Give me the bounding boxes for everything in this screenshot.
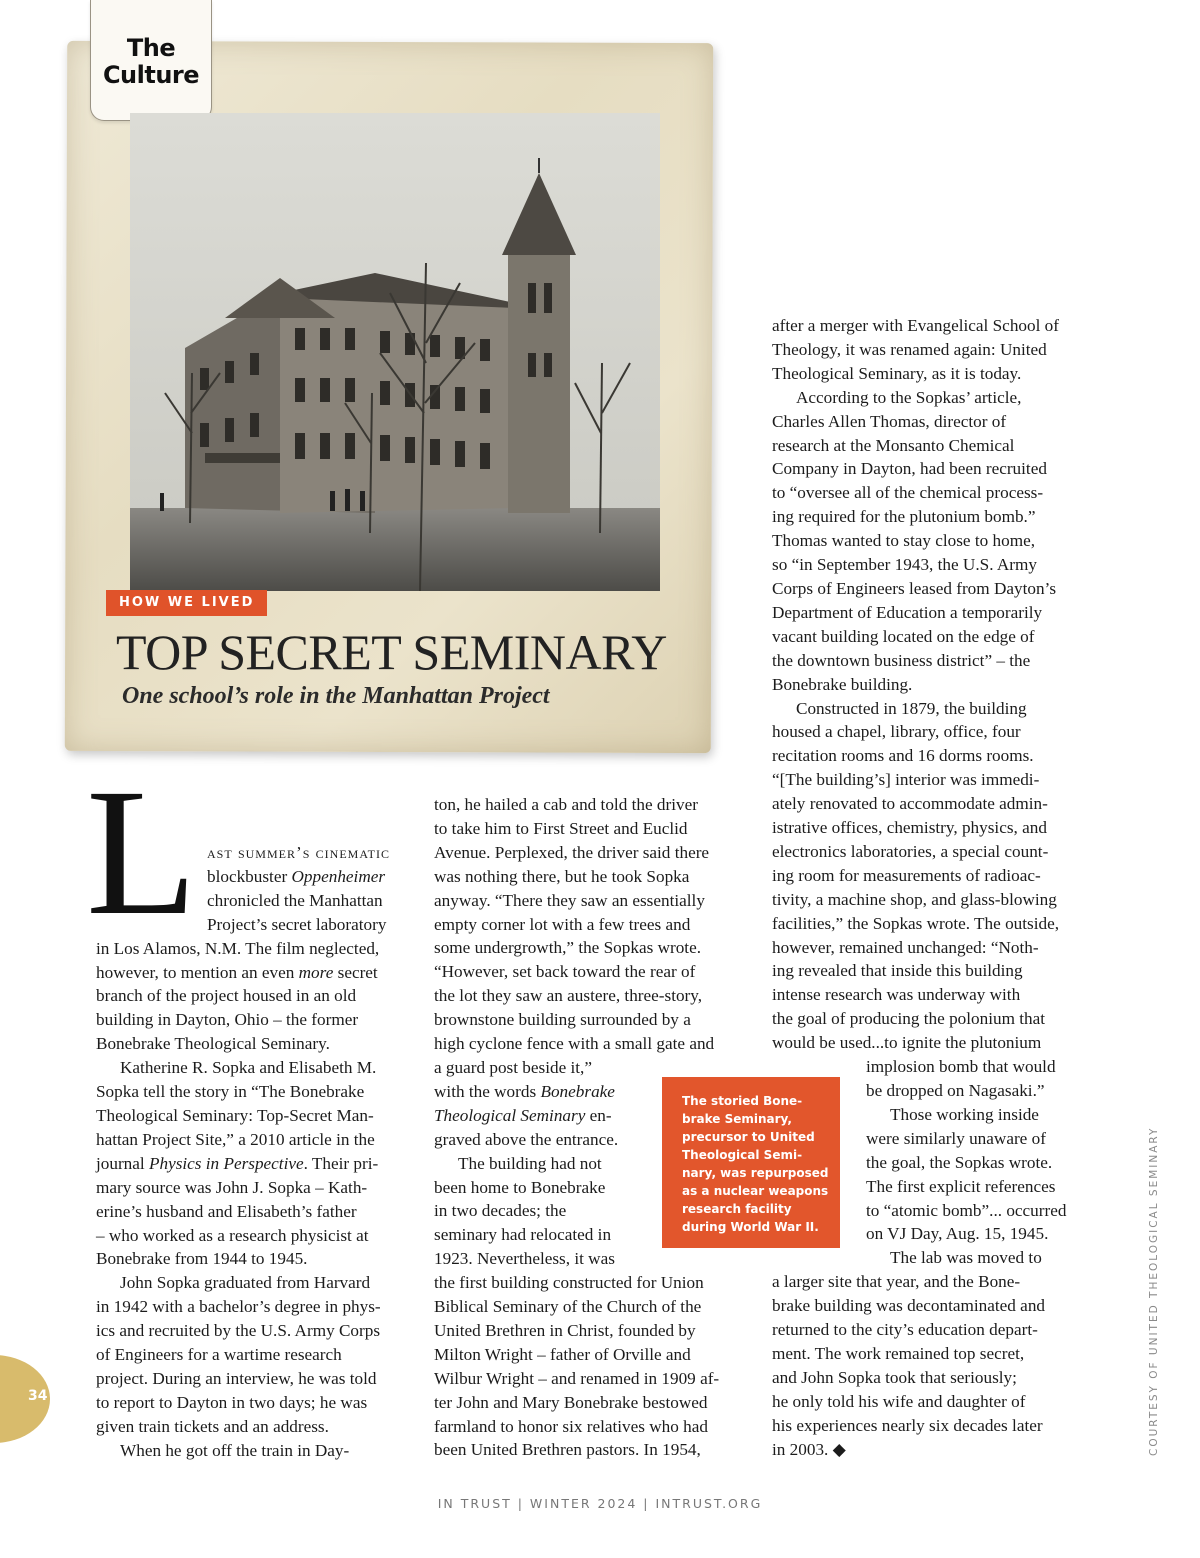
- text-line: some undergrowth,” the Sopkas wrote.: [434, 938, 701, 958]
- text-line: returned to the city’s education depart-: [772, 1320, 1038, 1340]
- text-line: Company in Dayton, had been recruited: [772, 459, 1047, 479]
- text-line: ter John and Mary Bonebrake bestowed: [434, 1392, 708, 1412]
- page-number: 34: [28, 1388, 48, 1404]
- text-line: been United Brethren pastors. In 1954,: [434, 1440, 701, 1460]
- text-line: Bonebrake from 1944 to 1945.: [96, 1249, 308, 1269]
- text-line: Biblical Seminary of the Church of the: [434, 1297, 702, 1317]
- text-line: were similarly unaware of: [866, 1128, 1046, 1148]
- drop-cap: L: [86, 752, 198, 953]
- text-line: ton, he hailed a cab and told the driver: [434, 795, 698, 814]
- caption-line: research facility: [682, 1202, 792, 1216]
- text-line: on VJ Day, Aug. 15, 1945.: [866, 1224, 1049, 1244]
- text-line: mary source was John J. Sopka – Kath-: [96, 1177, 368, 1197]
- text-line: chronicled the Manhattan: [207, 890, 383, 910]
- text-line: The first explicit references: [866, 1176, 1056, 1196]
- kicker-label: HOW WE LIVED: [106, 590, 267, 616]
- text-line: the lot they saw an austere, three-story,: [434, 986, 703, 1006]
- paragraph-8: [772, 386, 1094, 697]
- text-line: of Engineers for a wartime research: [96, 1345, 342, 1365]
- text-line: brake building was decontaminated and: [772, 1296, 1046, 1316]
- text-line: high cyclone fence with a small gate and: [434, 1034, 715, 1054]
- text-line: Bonebrake Theological Seminary.: [96, 1034, 330, 1054]
- text-line: “[The building’s] interior was immedi-: [772, 770, 1040, 790]
- text-line: Bonebrake building.: [772, 674, 913, 694]
- text-line: and John Sopka took that seriously;: [772, 1367, 1017, 1387]
- article-headline: TOP SECRET SEMINARY: [116, 624, 667, 680]
- text-line: Corps of Engineers leased from Dayton’s: [772, 578, 1057, 598]
- section-tab-line1: The: [126, 34, 176, 62]
- text-line: – who worked as a research physicist at: [96, 1225, 369, 1245]
- text-line: Project’s secret laboratory: [207, 914, 387, 934]
- text-line: John Sopka graduated from Harvard: [120, 1273, 371, 1293]
- text-line: Theology, it was renamed again: United: [772, 339, 1047, 359]
- text-line: in Los Alamos, N.M. The film neglected,: [96, 938, 380, 958]
- caption-line: precursor to United: [682, 1130, 815, 1144]
- text-line: however, to mention an even more secret: [96, 962, 378, 982]
- text-line: Department of Education a temporarily: [772, 602, 1043, 622]
- text-line: electronics laboratories, a special count-: [772, 841, 1049, 861]
- text-line: Sopka tell the story in “The Bonebrake: [96, 1082, 365, 1102]
- text-line: to take him to First Street and Euclid: [434, 818, 688, 838]
- paragraph-4: [96, 1439, 414, 1463]
- text-line: tivity, a machine shop, and glass-blowing: [772, 889, 1057, 909]
- text-line: Theological Seminary, as it is today.: [772, 363, 1022, 383]
- text-line: recitation rooms and 16 dorms rooms.: [772, 746, 1034, 766]
- photo-caption: [662, 1077, 840, 1248]
- text-line: journal Physics in Perspective. Their pri-: [96, 1153, 379, 1173]
- text-line: would be used...to ignite the plutonium: [772, 1033, 1042, 1053]
- text-line: Milton Wright – father of Orville and: [434, 1344, 691, 1364]
- text-line: The building had not: [458, 1153, 602, 1173]
- text-line: hattan Project Site,” a 2010 article in the: [96, 1129, 375, 1149]
- text-line: branch of the project housed in an old: [96, 986, 357, 1006]
- text-line: the goal, the Sopkas wrote.: [866, 1152, 1053, 1172]
- text-line: with the words Bonebrake: [434, 1081, 615, 1101]
- text-line: erine’s husband and Elisabeth’s father: [96, 1201, 357, 1221]
- text-line: Avenue. Perplexed, the driver said there: [434, 842, 710, 862]
- paragraph-9: [772, 697, 1094, 1103]
- text-line: so “in September 1943, the U.S. Army: [772, 555, 1037, 575]
- text-line: Those working inside: [890, 1104, 1039, 1124]
- text-line: ment. The work remained top secret,: [772, 1343, 1025, 1363]
- text-line: According to the Sopkas’ article,: [796, 387, 1022, 407]
- bonebrake-seminary-photo: [130, 113, 660, 591]
- text-line: seminary had relocated in: [434, 1225, 612, 1245]
- text-line: in two decades; the: [434, 1201, 567, 1221]
- paragraph-2: [96, 1056, 414, 1271]
- text-line: the downtown business district” – the: [772, 650, 1031, 670]
- text-line: ing required for the plutonium bomb.”: [772, 507, 1036, 527]
- text-line: to “oversee all of the chemical process-: [772, 483, 1044, 503]
- text-line: 1923. Nevertheless, it was: [434, 1249, 615, 1269]
- text-line: istrative offices, chemistry, physics, and: [772, 818, 1047, 838]
- text-line: research at the Monsanto Chemical: [772, 435, 1015, 455]
- section-tab-line2: Culture: [102, 61, 200, 89]
- lead-smallcaps: ast summer’s cinematic: [207, 843, 391, 862]
- text-line: ics and recruited by the U.S. Army Corps: [96, 1321, 381, 1341]
- text-line: the first building constructed for Union: [434, 1273, 704, 1293]
- caption-line: Theological Semi-: [682, 1148, 803, 1162]
- text-line: implosion bomb that would: [866, 1057, 1056, 1077]
- text-line: project. During an interview, he was told: [96, 1368, 377, 1388]
- text-line: a guard post beside it,”: [434, 1057, 592, 1077]
- text-line: a larger site that year, and the Bone-: [772, 1272, 1021, 1292]
- text-line: intense research was underway with: [772, 985, 1021, 1005]
- caption-line: during World War II.: [682, 1220, 819, 1234]
- paragraph-7: [772, 314, 1094, 386]
- text-line: When he got off the train in Day-: [120, 1440, 350, 1460]
- text-line: to “atomic bomb”... occurred: [866, 1200, 1067, 1220]
- text-line: building in Dayton, Ohio – the former: [96, 1010, 359, 1030]
- text-line: housed a chapel, library, office, four: [772, 722, 1021, 742]
- text-line: ately renovated to accommodate admin-: [772, 794, 1048, 814]
- text-line: Theological Seminary en-: [434, 1105, 612, 1125]
- text-line: brownstone building surrounded by a: [434, 1010, 691, 1030]
- text-line: his experiences nearly six decades later: [772, 1415, 1043, 1435]
- text-line: Katherine R. Sopka and Elisabeth M.: [120, 1058, 377, 1078]
- section-tab: [90, 0, 212, 121]
- text-line: be dropped on Nagasaki.”: [866, 1081, 1045, 1100]
- text-line: Constructed in 1879, the building: [796, 698, 1027, 718]
- text-line: in 2003. ◆: [772, 1439, 846, 1459]
- article-column-1: [96, 841, 414, 1463]
- text-line: to report to Dayton in two days; he was: [96, 1392, 368, 1412]
- text-line: vacant building located on the edge of: [772, 626, 1035, 646]
- text-line: blockbuster Oppenheimer: [207, 866, 386, 886]
- paragraph-11: [772, 1246, 1094, 1461]
- text-line: after a merger with Evangelical School of: [772, 316, 1059, 335]
- text-line: anyway. “There they saw an essentially: [434, 890, 705, 910]
- text-line: “However, set back toward the rear of: [434, 962, 696, 982]
- text-line: Charles Allen Thomas, director of: [772, 411, 1007, 431]
- article-subheadline: One school’s role in the Manhattan Project: [122, 683, 550, 709]
- paragraph-3: [96, 1271, 414, 1438]
- text-line: he only told his wife and daughter of: [772, 1391, 1026, 1411]
- text-line: in 1942 with a bachelor’s degree in phys-: [96, 1297, 381, 1317]
- text-line: empty corner lot with a few trees and: [434, 914, 691, 934]
- text-line: facilities,” the Sopkas wrote. The outside,: [772, 913, 1060, 933]
- text-line: Thomas wanted to stay close to home,: [772, 531, 1036, 551]
- caption-line: The storied Bone-: [682, 1094, 803, 1108]
- seminary-illustration: [130, 113, 660, 591]
- page-footer: IN TRUST | WINTER 2024 | INTRUST.ORG: [437, 1496, 763, 1511]
- text-line: Wilbur Wright – and renamed in 1909 af-: [434, 1368, 720, 1388]
- text-line: graved above the entrance.: [434, 1129, 619, 1149]
- text-line: given train tickets and an address.: [96, 1416, 329, 1436]
- caption-line: nary, was repurposed: [682, 1166, 829, 1180]
- text-line: ing revealed that inside this building: [772, 961, 1023, 981]
- text-line: farmland to honor six relatives who had: [434, 1416, 708, 1436]
- text-line: United Brethren in Christ, founded by: [434, 1320, 696, 1340]
- photo-credit: COURTESY OF UNITED THEOLOGICAL SEMINARY: [1148, 1126, 1160, 1456]
- caption-line: brake Seminary,: [682, 1112, 792, 1126]
- text-line: Theological Seminary: Top-Secret Man-: [96, 1105, 374, 1125]
- paragraph-1: [96, 865, 414, 1056]
- text-line: was nothing there, but he took Sopka: [434, 866, 690, 886]
- text-line: The lab was moved to: [890, 1248, 1042, 1268]
- article-column-3: [772, 314, 1094, 1462]
- caption-line: as a nuclear weapons: [682, 1184, 829, 1198]
- text-line: been home to Bonebrake: [434, 1177, 606, 1197]
- text-line: ing room for measurements of radioac-: [772, 865, 1041, 885]
- text-line: the goal of producing the polonium that: [772, 1009, 1046, 1029]
- text-line: however, remained unchanged: “Noth-: [772, 937, 1039, 957]
